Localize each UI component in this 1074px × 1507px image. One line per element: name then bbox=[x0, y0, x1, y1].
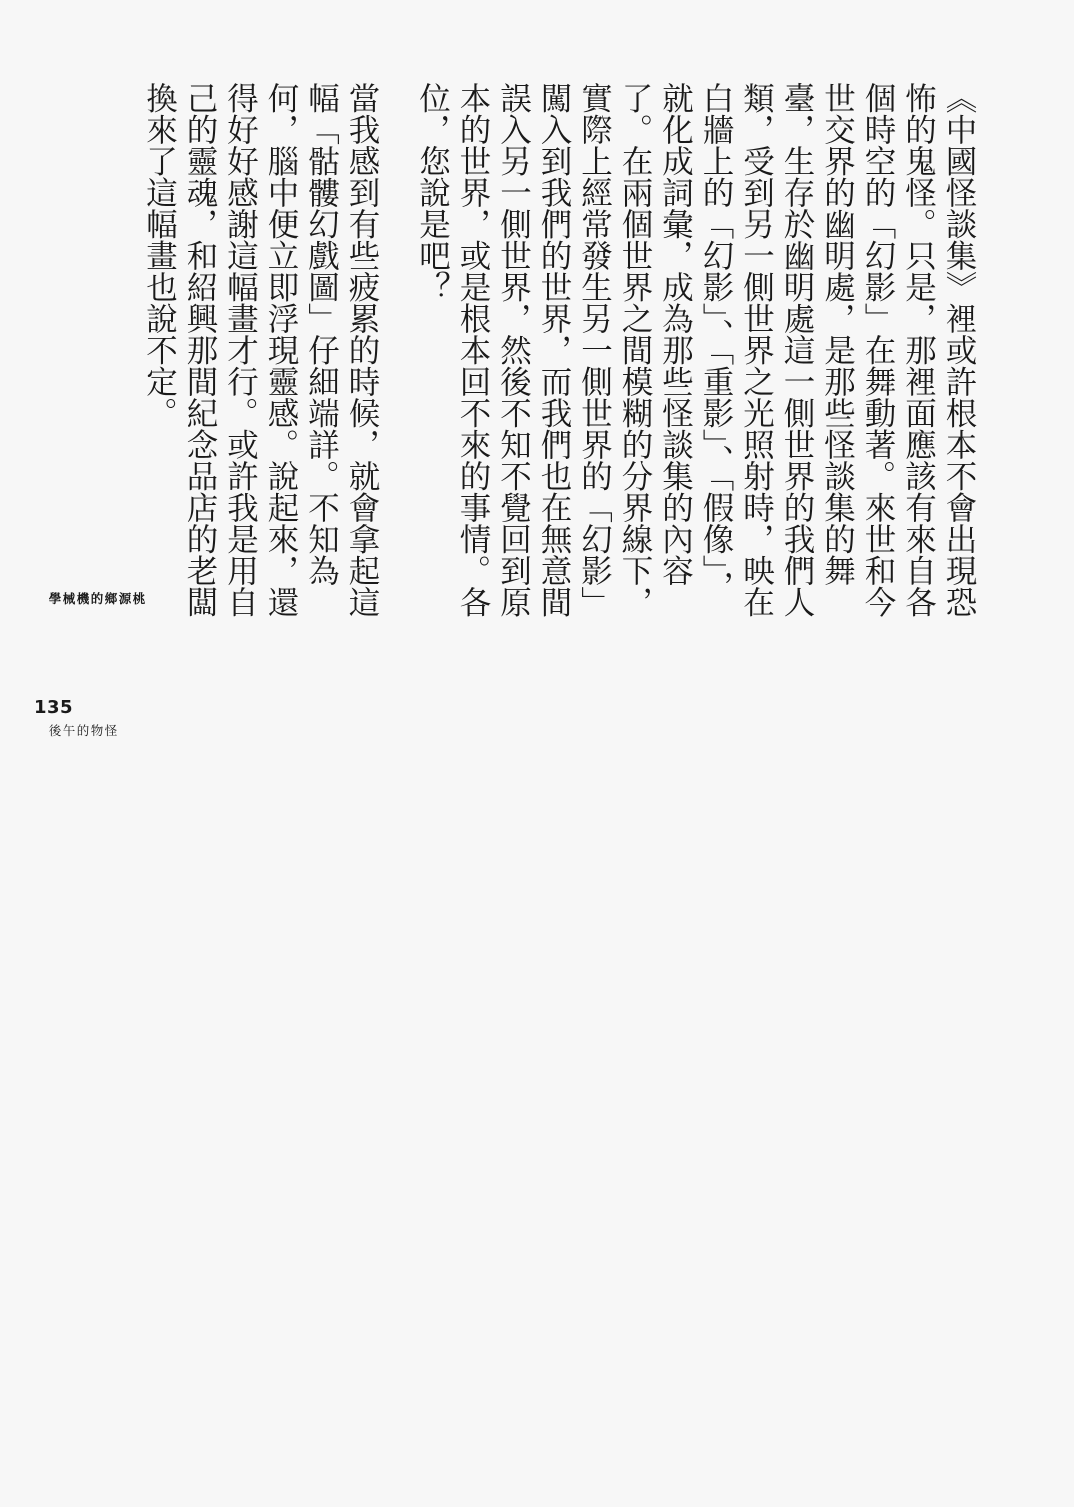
body-text bbox=[139, 82, 979, 622]
paragraph: 當我感到有些疲累的時候，就會拿起這幅「骷髏幻戲圖」仔細端詳。不知為何，腦中便立即浮現靈感。說起來，還得好好感謝這幅畫才行。或許我是用自己的靈魂，和紹興那間紀念品店的老闆換來了這幅畫也說不定。 bbox=[141, 82, 380, 618]
book-title: 桃源鄉的機械學 bbox=[47, 592, 146, 605]
paragraph: 《中國怪談集》裡或許根本不會出現恐怖的鬼怪。只是，那裡面應該有來自各個時空的「幻影」在舞動著。來世和今世交界的幽明處，是那些怪談集的舞臺，生存於幽明處這一側世界的我們人類，受到另一側世界之光照射時，映在白牆上的「幻影」、「重影」、「假像」，就化成詞彙，成為那些怪談集的內容了。在兩個世界之間模糊的分界線下，實際上經常發生另一側世界的「幻影」闖入到我們的世界，而我們也在無意間誤入另一側世界，然後不知不覺回到原本的世界，或是根本回不來的事情。各位，您說是吧？ bbox=[414, 82, 977, 618]
page-number: 135 bbox=[34, 697, 74, 718]
chapter-title: 怪物的午後 bbox=[47, 724, 118, 737]
